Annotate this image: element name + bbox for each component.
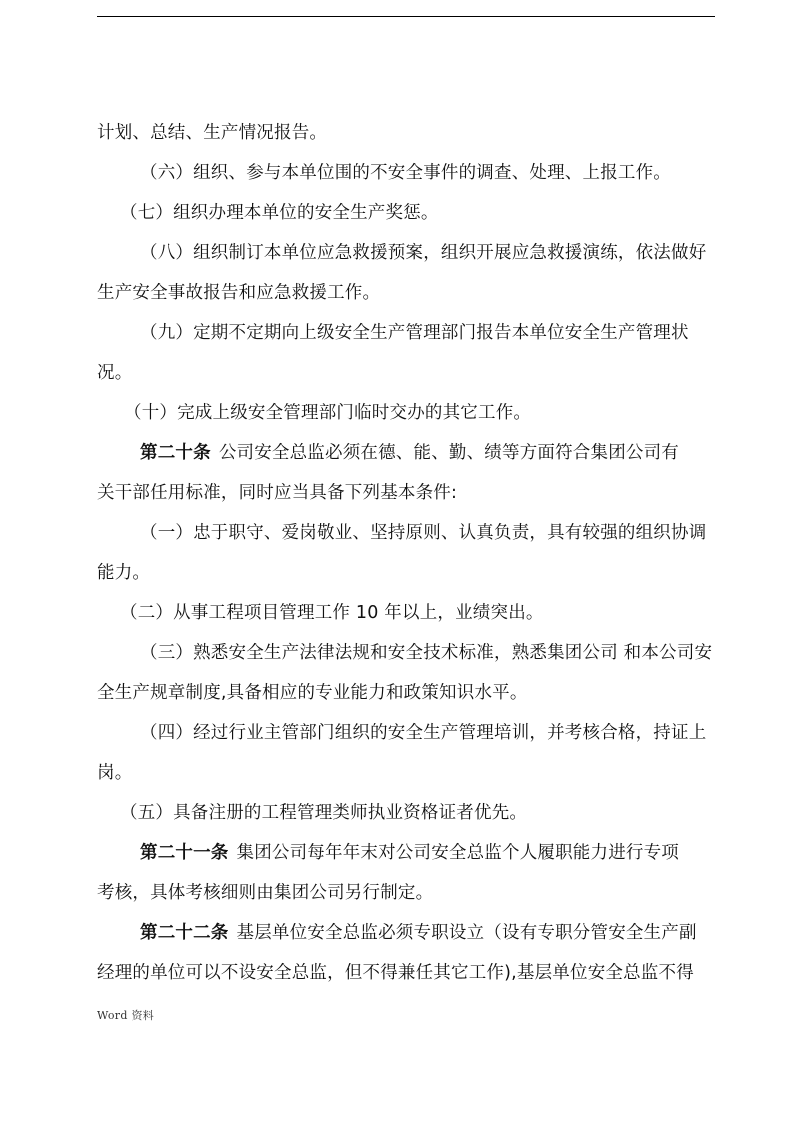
paragraph-line: 岗。 [97, 763, 133, 783]
condition-item-1: （一）忠于职守、爱岗敬业、坚持原则、认真负责，具有较强的组织协调 [140, 523, 707, 543]
footer-label: Word 资料 [97, 1009, 155, 1022]
condition-item-4: （四）经过行业主管部门组织的安全生产管理培训，并考核合格，持证上 [140, 723, 707, 743]
condition-item-3: （三）熟悉安全生产法律法规和安全技术标准，熟悉集团公司 和本公司安 [140, 643, 713, 663]
document-body [97, 113, 715, 993]
header-rule [97, 16, 715, 17]
paragraph-line: 考核，具体考核细则由集团公司另行制定。 [97, 883, 434, 903]
paragraph-line: 能力。 [97, 563, 151, 583]
list-item-7: （七）组织办理本单位的安全生产奖惩。 [120, 203, 439, 223]
paragraph-line: 生产安全事故报告和应急救援工作。 [97, 283, 381, 303]
paragraph-line: 全生产规章制度,具备相应的专业能力和政策知识水平。 [97, 683, 528, 703]
article-heading: 第二十一条 [140, 843, 229, 863]
paragraph-line: 况。 [97, 363, 133, 383]
article-20 [97, 433, 715, 473]
article-text: 基层单位安全总监必须专职设立（设有专职分管安全生产副 [236, 923, 697, 943]
list-item-9: （九）定期不定期向上级安全生产管理部门报告本单位安全生产管理状 [140, 323, 689, 343]
article-text: 公司安全总监必须在德、能、勤、绩等方面符合集团公司有 [218, 443, 680, 463]
article-22 [97, 913, 715, 953]
article-21 [97, 833, 715, 873]
paragraph-line: 关干部任用标准，同时应当具备下列基本条件: [97, 483, 458, 503]
article-heading: 第二十条 [140, 443, 211, 463]
article-text: 集团公司每年年末对公司安全总监个人履职能力进行专项 [236, 843, 679, 863]
article-heading: 第二十二条 [140, 923, 229, 943]
paragraph-line: 经理的单位可以不设安全总监，但不得兼任其它工作),基层单位安全总监不得 [97, 963, 694, 983]
paragraph-line: 计划、总结、生产情况报告。 [97, 123, 328, 143]
list-item-10: （十）完成上级安全管理部门临时交办的其它工作。 [124, 403, 532, 423]
condition-item-5: （五）具备注册的工程管理类师执业资格证者优先。 [120, 803, 528, 823]
list-item-6: （六）组织、参与本单位围的不安全事件的调查、处理、上报工作。 [140, 163, 671, 183]
list-item-8: （八）组织制订本单位应急救援预案，组织开展应急救援演练，依法做好 [140, 243, 707, 263]
condition-item-2: （二）从事工程项目管理工作 10 年以上，业绩突出。 [120, 603, 544, 623]
